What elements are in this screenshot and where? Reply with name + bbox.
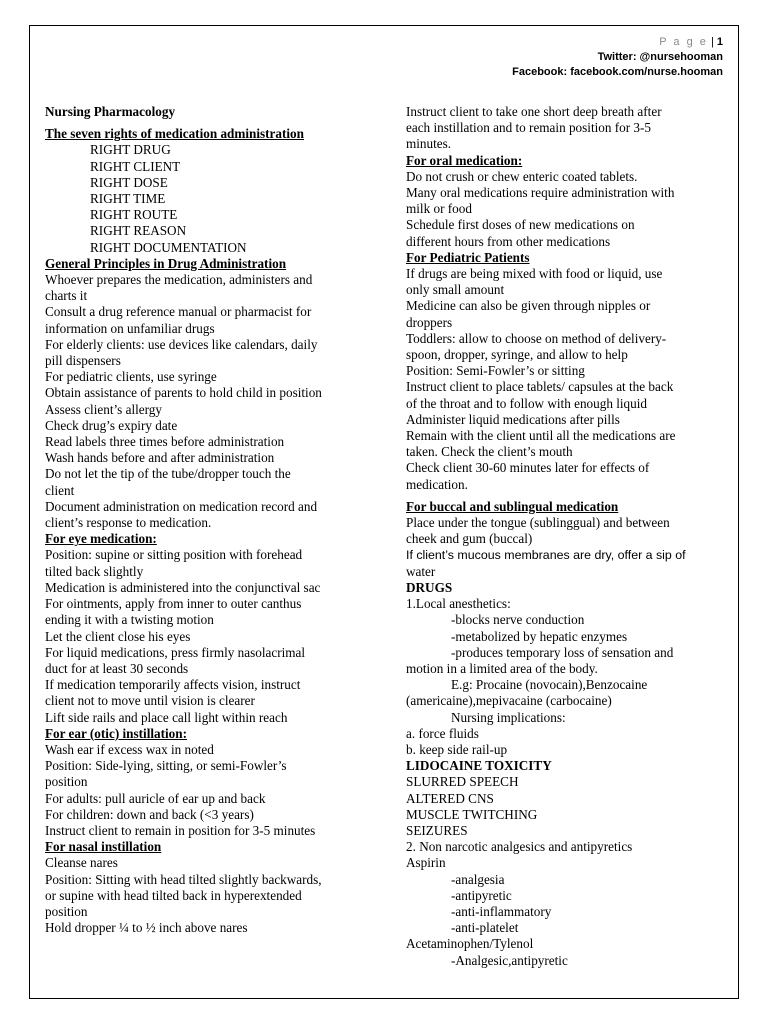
left-text-line: If medication temporarily affects vision, instruct — [45, 677, 301, 693]
right-text-line: milk or food — [406, 201, 472, 217]
right-indented-line: E.g: Procaine (novocain),Benzocaine — [451, 677, 648, 693]
page-number-line — [512, 35, 723, 50]
left-right-item: RIGHT REASON — [90, 223, 187, 239]
left-section-heading: For eye medication: — [45, 531, 157, 547]
left-text-line: ending it with a twisting motion — [45, 612, 214, 628]
right-text-line: Instruct client to take one short deep breath after — [406, 104, 662, 119]
left-right-item: RIGHT DRUG — [90, 142, 171, 158]
right-text-line: Many oral medications require administration with — [406, 185, 675, 201]
left-section-heading: For nasal instillation — [45, 839, 162, 855]
left-text-line: Assess client’s allergy — [45, 401, 162, 417]
right-section-heading: LIDOCAINE TOXICITY — [406, 758, 552, 774]
right-text-line: a. force fluids — [406, 725, 479, 741]
right-text-line: ALTERED CNS — [406, 790, 494, 806]
right-text-line: If drugs are being mixed with food or liquid, use — [406, 266, 663, 282]
right-text-line: Schedule first doses of new medications on — [406, 217, 635, 233]
left-text-line: Instruct client to remain in position for 3-5 minutes — [45, 822, 316, 838]
left-section-heading: For ear (otic) instillation: — [45, 725, 187, 741]
right-text-line: motion in a limited area of the body. — [406, 660, 598, 676]
left-text-line: For children: down and back (<3 years) — [45, 806, 254, 822]
left-text-line: Read labels three times before administration — [45, 434, 285, 450]
right-indented-line: -Analgesic,antipyretic — [451, 952, 568, 968]
left-section-heading: The seven rights of medication administration — [45, 126, 304, 142]
right-text-line: Position: Semi-Fowler’s or sitting — [406, 363, 585, 379]
left-section-heading: Nursing Pharmacology — [45, 104, 176, 119]
right-text-line: b. keep side rail-up — [406, 741, 508, 757]
right-text-line: minutes. — [406, 136, 452, 152]
left-text-line: client — [45, 482, 75, 498]
right-section-heading: For buccal and sublingual medication — [406, 498, 619, 514]
right-text-line: Do not crush or chew enteric coated tablets. — [406, 168, 638, 184]
right-section-heading: DRUGS — [406, 579, 453, 595]
right-text-line: spoon, dropper, syringe, and allow to help — [406, 347, 628, 363]
left-text-line: charts it — [45, 288, 88, 304]
right-text-line: Aspirin — [406, 855, 446, 871]
page-label: P a g e — [659, 36, 708, 48]
left-text-line: Position: Side-lying, sitting, or semi-Fowler’s — [45, 758, 287, 774]
left-right-item: RIGHT ROUTE — [90, 207, 178, 223]
left-text-line: Wash ear if excess wax in noted — [45, 741, 214, 757]
right-column — [406, 104, 726, 969]
left-text-line: or supine with head tilted back in hyperextended — [45, 887, 302, 903]
right-text-line: If client’s mucous membranes are dry, offer a sip of — [406, 548, 686, 563]
left-section-heading: General Principles in Drug Administration — [45, 255, 287, 271]
right-text-line: different hours from other medications — [406, 233, 611, 249]
right-indented-line: -analgesia — [451, 871, 505, 887]
right-indented-line: Nursing implications: — [451, 709, 566, 725]
left-text-line: tilted back slightly — [45, 563, 144, 579]
page-separator: | — [707, 36, 717, 48]
right-text-line: taken. Check the client’s mouth — [406, 444, 573, 460]
right-indented-line: -produces temporary loss of sensation and — [451, 644, 674, 660]
left-text-line: Medication is administered into the conjunctival sac — [45, 579, 321, 595]
left-text-line: Hold dropper ¼ to ½ inch above nares — [45, 920, 248, 936]
facebook-link: Facebook: facebook.com/nurse.hooman — [512, 66, 723, 78]
left-text-line: Lift side rails and place call light within reach — [45, 709, 288, 725]
left-text-line: For ointments, apply from inner to outer canthus — [45, 596, 302, 612]
right-text-line: 1.Local anesthetics: — [406, 596, 511, 612]
left-text-line: For elderly clients: use devices like calendars, daily — [45, 336, 318, 352]
page-number: 1 — [716, 36, 723, 48]
right-text-line: of the throat and to follow with enough liquid — [406, 395, 648, 411]
left-text-line: Let the client close his eyes — [45, 628, 191, 644]
left-text-line: Cleanse nares — [45, 855, 118, 871]
right-text-line: Remain with the client until all the medications are — [406, 428, 676, 444]
left-text-line: client not to move until vision is clearer — [45, 693, 255, 709]
left-right-item: RIGHT DOSE — [90, 174, 168, 190]
right-text-line: Place under the tongue (sublinggual) and between — [406, 515, 670, 531]
left-text-line: Position: Sitting with head tilted slightly backwards, — [45, 871, 322, 887]
left-text-line: Wash hands before and after administration — [45, 450, 275, 466]
left-text-line: Document administration on medication record and — [45, 498, 318, 514]
left-right-item: RIGHT CLIENT — [90, 158, 181, 174]
left-text-line: Do not let the tip of the tube/dropper touch the — [45, 466, 291, 482]
right-indented-line: -blocks nerve conduction — [451, 612, 585, 628]
left-text-line: client’s response to medication. — [45, 515, 212, 531]
right-text-line: SEIZURES — [406, 822, 468, 838]
left-text-line: duct for at least 30 seconds — [45, 660, 189, 676]
left-text-line: Position: supine or sitting position with forehead — [45, 547, 303, 563]
page-header — [512, 35, 723, 80]
left-text-line: For liquid medications, press firmly nasolacrimal — [45, 644, 306, 660]
right-text-line: Toddlers: allow to choose on method of delivery- — [406, 330, 667, 346]
right-text-line: MUSCLE TWITCHING — [406, 806, 538, 822]
right-text-line: Instruct client to place tablets/ capsules at the back — [406, 379, 674, 395]
left-text-line: position — [45, 903, 88, 919]
right-text-line: only small amount — [406, 282, 505, 298]
right-text-line: Check client 30-60 minutes later for effects of — [406, 460, 650, 476]
left-text-line: Consult a drug reference manual or pharmacist for — [45, 304, 312, 320]
left-text-line: Check drug’s expiry date — [45, 417, 178, 433]
right-indented-line: -metabolized by hepatic enzymes — [451, 628, 628, 644]
right-text-line: each instillation and to remain position for 3-5 — [406, 120, 652, 136]
right-text-line: 2. Non narcotic analgesics and antipyretics — [406, 839, 633, 855]
right-section-heading: For Pediatric Patients — [406, 249, 530, 265]
left-right-item: RIGHT TIME — [90, 191, 166, 207]
right-indented-line: -anti-inflammatory — [451, 903, 552, 919]
right-text-line: medication. — [406, 476, 468, 492]
left-text-line: information on unfamiliar drugs — [45, 320, 215, 336]
right-text-line: (americaine),mepivacaine (carbocaine) — [406, 693, 612, 709]
right-text-line: Administer liquid medications after pills — [406, 411, 620, 427]
left-text-line: position — [45, 774, 88, 790]
left-text-line: pill dispensers — [45, 353, 121, 369]
right-text-line: cheek and gum (buccal) — [406, 531, 533, 547]
left-text-line: Obtain assistance of parents to hold child in position — [45, 385, 322, 401]
left-text-line: For adults: pull auricle of ear up and back — [45, 790, 266, 806]
left-text-line: Whoever prepares the medication, administers and — [45, 272, 313, 288]
right-section-heading: For oral medication: — [406, 152, 523, 168]
right-text-line: Acetaminophen/Tylenol — [406, 936, 534, 952]
left-text-line: For pediatric clients, use syringe — [45, 369, 217, 385]
twitter-handle: Twitter: @nursehooman — [597, 51, 723, 63]
left-right-item: RIGHT DOCUMENTATION — [90, 239, 247, 255]
left-column — [45, 104, 375, 936]
right-text-line: water — [406, 563, 436, 579]
right-text-line: Medicine can also be given through nipples or — [406, 298, 651, 314]
right-indented-line: -antipyretic — [451, 887, 512, 903]
right-text-line: SLURRED SPEECH — [406, 774, 519, 790]
right-indented-line: -anti-platelet — [451, 920, 519, 936]
right-text-line: droppers — [406, 314, 453, 330]
